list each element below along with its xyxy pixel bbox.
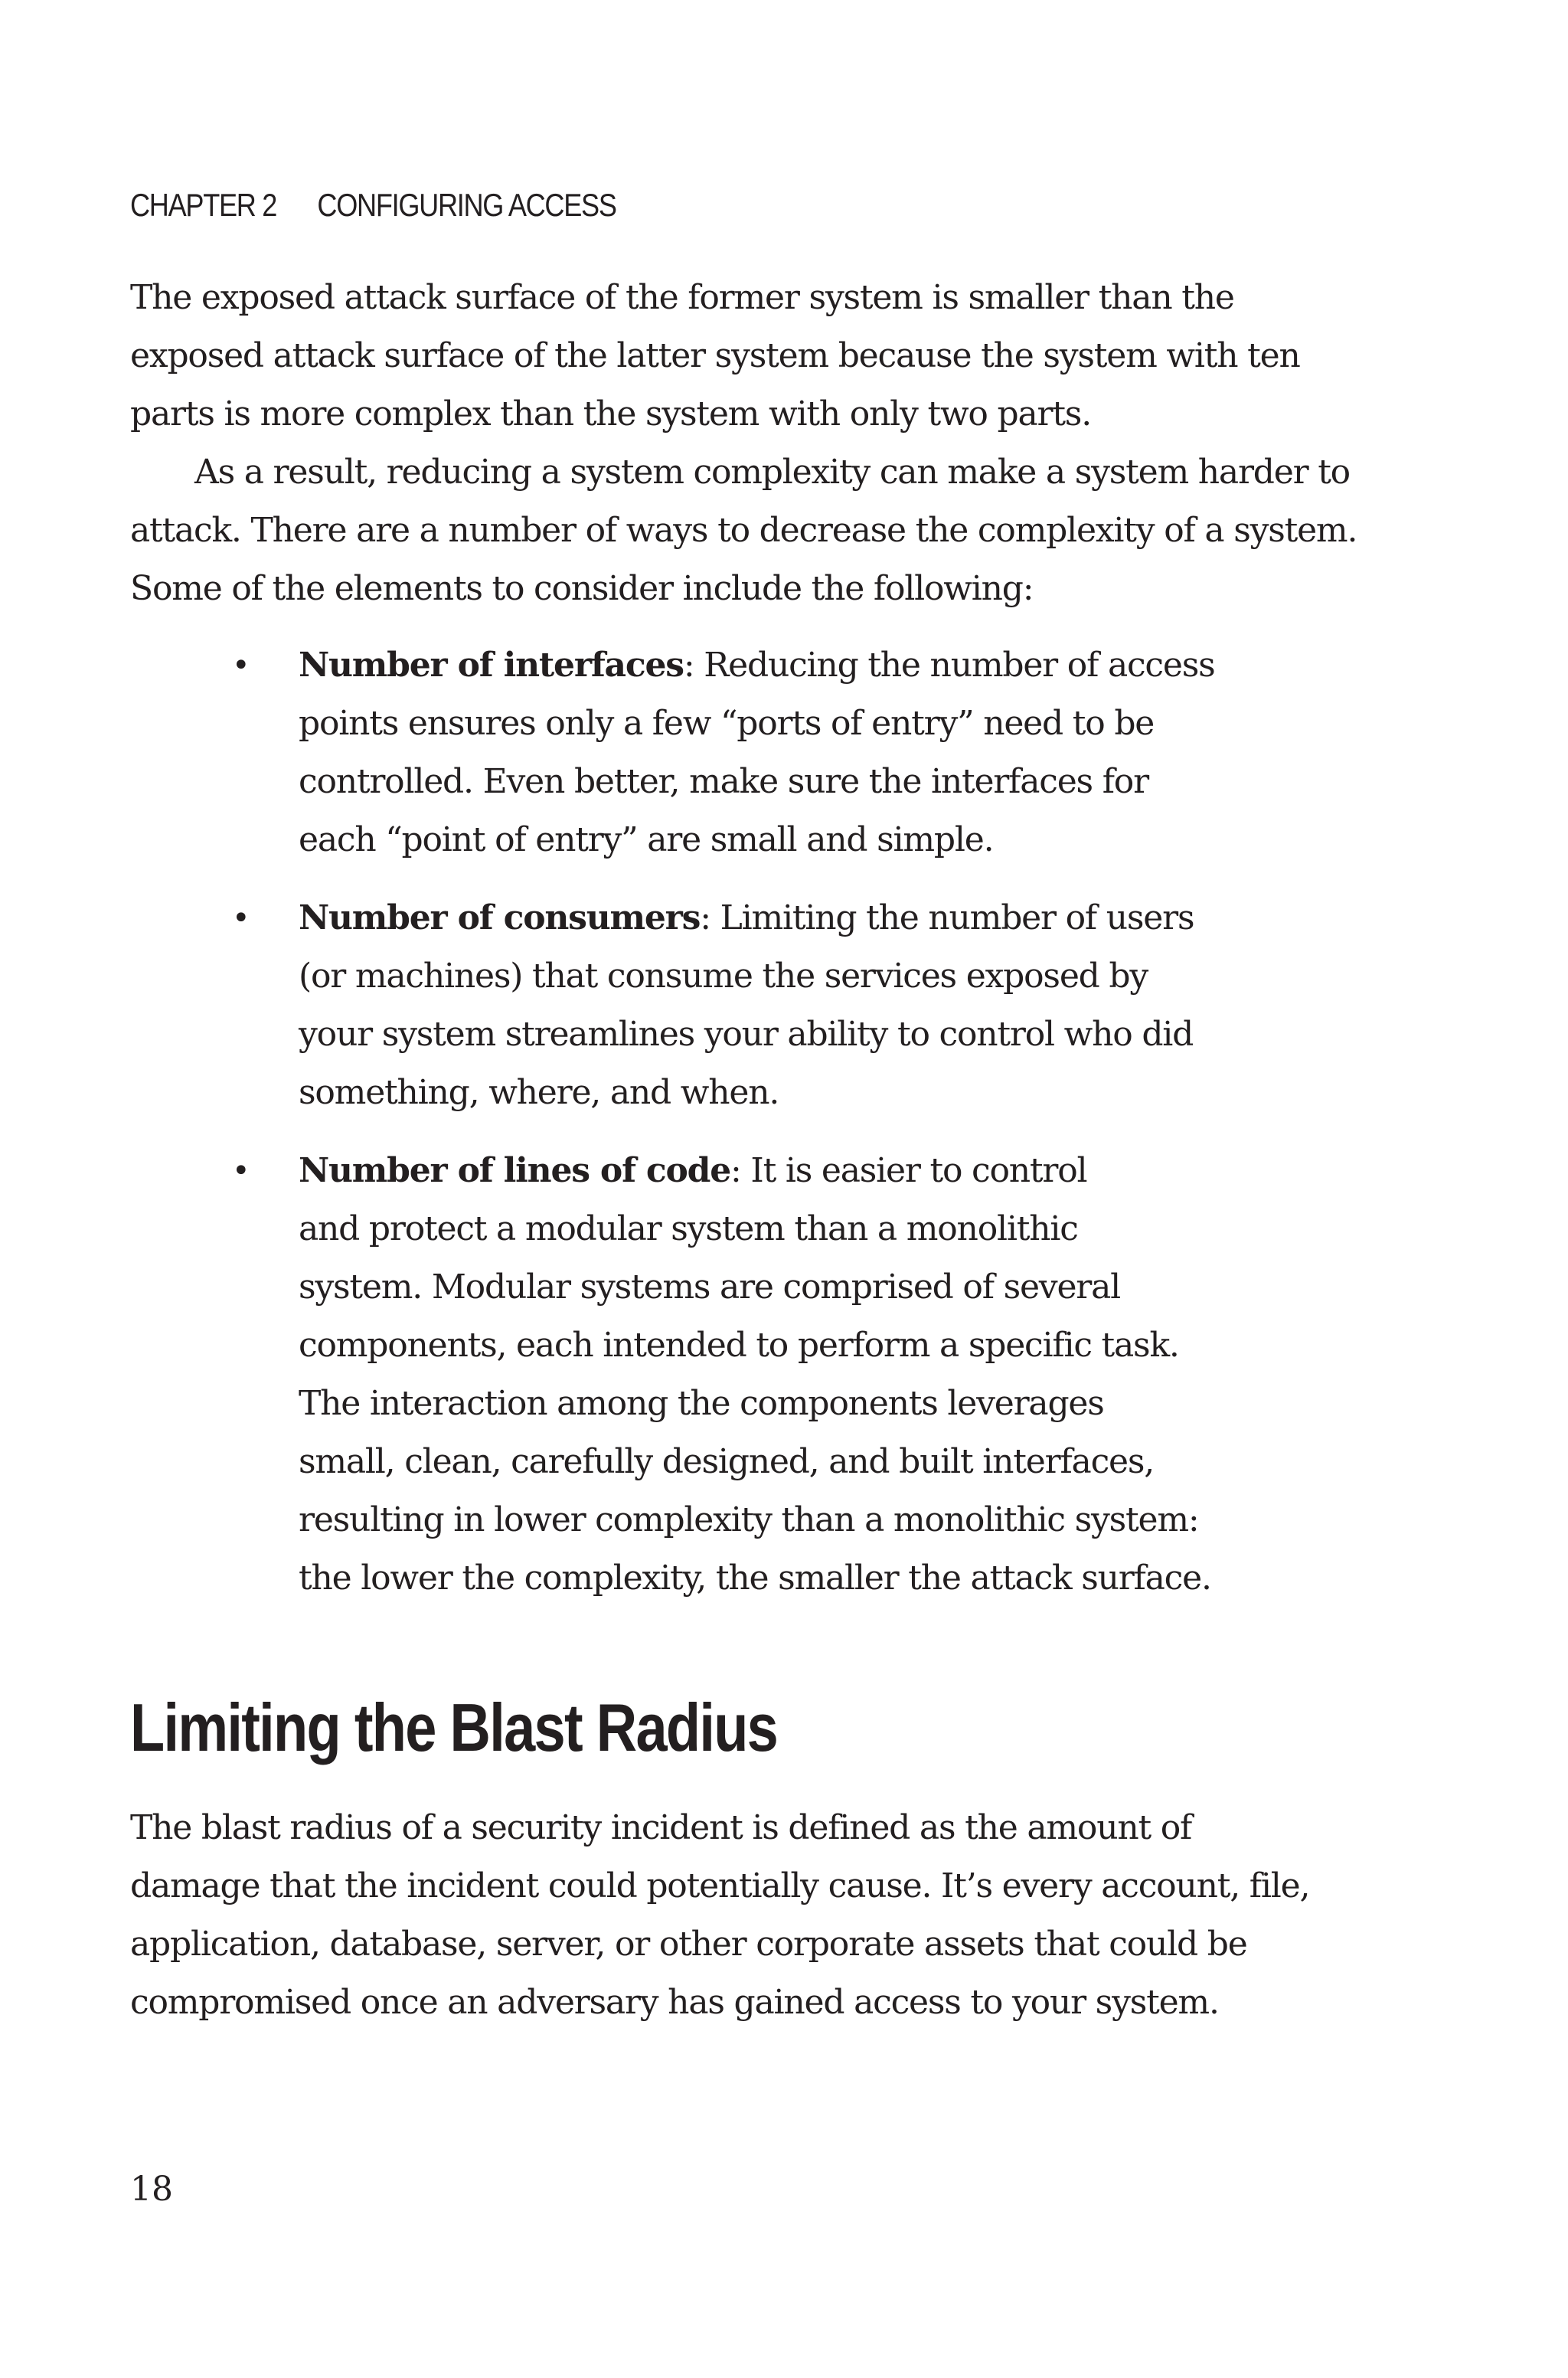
- list-item-line: The interaction among the components leverages: [299, 1384, 1104, 1423]
- list-item-line: something, where, and when.: [299, 1073, 779, 1112]
- list-item-line: resulting in lower complexity than a monolithic system:: [299, 1500, 1199, 1539]
- bullet-icon: •: [232, 901, 250, 936]
- paragraph-line: Some of the elements to consider include the following:: [130, 569, 1034, 608]
- list-item-line: (or machines) that consume the services exposed by: [299, 957, 1148, 996]
- list-item-term: Number of consumers: [299, 898, 701, 937]
- paragraph-line: The exposed attack surface of the former system is smaller than the: [130, 278, 1234, 317]
- list-item-first-line: [299, 1142, 1279, 1200]
- paragraph-line: damage that the incident could potentially cause. It’s every account, file,: [130, 1866, 1310, 1905]
- chapter-number: CHAPTER 2: [130, 187, 277, 223]
- list-item-text: : Limiting the number of users: [700, 898, 1194, 937]
- list-item-line: points ensures only a few “ports of entry” need to be: [299, 704, 1155, 743]
- list-item-line: components, each intended to perform a specific task.: [299, 1326, 1179, 1365]
- paragraph-line: attack. There are a number of ways to decrease the complexity of a system.: [130, 511, 1357, 550]
- running-head: [130, 187, 616, 224]
- list-item-text: : It is easier to control: [730, 1151, 1087, 1190]
- list-item-line: your system streamlines your ability to control who did: [299, 1015, 1194, 1054]
- paragraph-line: As a result, reducing a system complexity can make a system harder to: [194, 453, 1350, 492]
- complexity-elements-list: [130, 636, 1279, 1627]
- list-item-line: system. Modular systems are comprised of several: [299, 1268, 1121, 1307]
- paragraph-line: application, database, server, or other corporate assets that could be: [130, 1925, 1247, 1964]
- page-number: 18: [130, 2170, 173, 2209]
- paragraph-attack-surface-comparison: [130, 269, 1393, 443]
- list-item-text: : Reducing the number of access: [683, 646, 1215, 685]
- paragraph-line: exposed attack surface of the latter system because the system with ten: [130, 336, 1300, 375]
- list-item-line: and protect a modular system than a monolithic: [299, 1209, 1078, 1248]
- paragraph-line: The blast radius of a security incident is defined as the amount of: [130, 1808, 1192, 1847]
- list-item-line: each “point of entry” are small and simple.: [299, 820, 994, 859]
- chapter-title: CONFIGURING ACCESS: [317, 187, 616, 223]
- list-item-first-line: [299, 889, 1279, 947]
- list-item-lines-of-code: [130, 1142, 1279, 1608]
- list-item-line: the lower the complexity, the smaller the attack surface.: [299, 1559, 1211, 1598]
- bullet-icon: •: [232, 1153, 250, 1189]
- section-heading: Limiting the Blast Radius: [130, 1689, 778, 1765]
- list-item-term: Number of lines of code: [299, 1151, 731, 1190]
- bullet-icon: •: [232, 648, 250, 683]
- list-item-first-line: [299, 636, 1279, 695]
- paragraph-blast-radius: [130, 1799, 1393, 2032]
- list-item-term: Number of interfaces: [299, 646, 684, 685]
- list-item-interfaces: [130, 636, 1279, 869]
- list-item-line: small, clean, carefully designed, and built interfaces,: [299, 1442, 1155, 1481]
- list-item-consumers: [130, 889, 1279, 1122]
- paragraph-line: compromised once an adversary has gained access to your system.: [130, 1983, 1219, 2022]
- paragraph-reducing-complexity: [130, 443, 1393, 618]
- list-item-line: controlled. Even better, make sure the interfaces for: [299, 762, 1148, 801]
- paragraph-line: parts is more complex than the system with only two parts.: [130, 394, 1091, 433]
